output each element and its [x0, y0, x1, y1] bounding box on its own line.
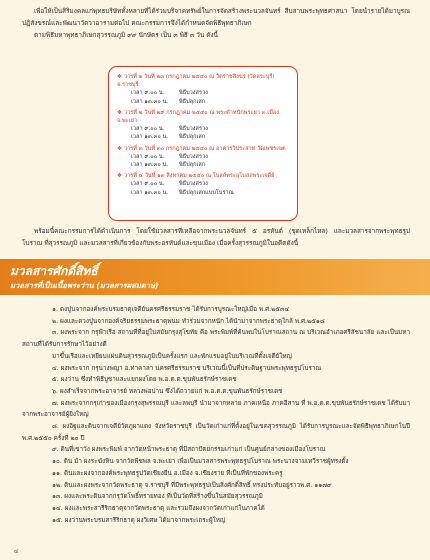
page-number: ๔ [14, 548, 19, 555]
schedule-slot: เวลา ๙.๐๐ น. พิธีบวงสรวง [131, 126, 208, 133]
schedule-day [117, 145, 289, 170]
schedule-slot: เวลา ๑๓.๓๐ น. พิธีปลุกเสก [131, 134, 206, 141]
schedule-day-title: ❖ วารที่ ๔ วันที่ ๑๓ สิงหาคม ๒๕๕๐ ณ โบสถ์พระอุโบสถพระเจดีย์ [117, 173, 275, 180]
intro-paragraph: เพื่อให้เป็นสิริมงคลแก่พุทธบริษัททั้งหลายที่ได้ร่วมบริจาคทรัพย์ในการจัดสร้างพระนวลจันทร์ สืบสานพระพุทธศาสนา โดยนำรายได้มาบูรณปฏิสังขรณ์และพัฒนาวัดวาอารามต่อไป คณะกรรมการจึงได้กำหนดจัดพิธีพุทธาภิเษก [22, 7, 410, 27]
list-item: ๑๓. ผงและพระดินจากกรุวัดโพธิ์ทรายทอง ที่เป็นวัดที่สร้างขึ้นในสมัยสุวรรณภูมิ [52, 493, 263, 501]
list-item: ๔. ผงพระจาก กรุนางพญา อ.ท่าคาลา นครศรีธรรมราช บริเวณนี้เป็นที่ประดิษฐานพระพุทธรูปโบราณ [52, 364, 322, 372]
section-subtitle: มวลสารที่เป็นเนื้อพระว่าน (มวลสารผสมดาษ) [10, 281, 159, 290]
list-item: ๑๔. ผงและพระสารีริกธาตุจากวัดพระธาตุ และรวมถึงผงจากวัดเก่าแก่ในภาคใต้ [52, 504, 265, 512]
outro-paragraph: พร้อมนี้คณะกรรมการได้ดำเนินการ โดยใช้มวลสารที่เหลือจากพระนวลจันทร์ ๕ อรหันต์ (ชุดเหล็กไหล) และมวลสารจากพระพุทธรูปโบราณ ที่สุวรรณภูมิ และมวลสารที่เกี่ยวข้องกับพระอรหันต์และขุนเมือง เมื่อครั้งสุวรรณภูมิในอดีตดังนี้ [22, 227, 410, 247]
bullet-icon: ❖ [117, 74, 123, 80]
ceremony-schedule-box [108, 66, 298, 221]
list-item: ๗. ผงพระจากกรุเก่าของเมืองกรุงสุพรรณบุรี และลพบุรี นำมาจากหลาย ภาคเหนือ ภาคอีสาน ที่ พ.อ.ต.ต.ขุนพันธรักษ์ราชเดช ได้รับมาจากพระอาจารย์ผู้ยิ่งใหญ่ [22, 399, 410, 419]
list-item: ๑๐. ดิน ม้า ผงระฆังหิน จากวัดพืชพล จ.พะเยา เพื่อเป็นมวลสารพระพุทธรูปโบราณ พระนางจามเทวีราชผู้ทรงตั้ง [52, 458, 349, 466]
list-item: ๖. ผงสำเร็จจากพระอาจารย์ หลวงพ่อปาน ซึ่งได้ถวายแก่ พ.อ.ต.ต.ขุนพันธรักษ์ราชเดช [52, 387, 283, 395]
list-item: ๘. ผงอิฐและดินจากเจดีย์วัดภูผาแดง จังหวัดราชบุรี เป็นวัดเก่าแก่ที่ตั้งอยู่ในเขตสุวรรณภูมิ ได้รับการบูรณะและจัดพิธีพุทธาภิเษกในปี พ.ศ.๒๕๕๐ ครั้งที่ ๒๐ ปี [22, 423, 410, 442]
section-title: มวลสารศักดิ์สิทธิ์ [10, 264, 98, 278]
list-item: ๒. ผงและดวงปูนจากองค์จริยธรรมพระธาตุพนม ทำร่วมจากหนัก ได้นำมาจากพระธาตุใกล้ พ.ศ.๒๕๑๘ [52, 317, 325, 325]
material-list [22, 304, 410, 526]
schedule-day [117, 73, 289, 106]
list-item: ๕. ผงว่าน ซึ่งทำพิธีบูชาและแยกผงโดย พ.อ.ต.ต.ขุนพันธรักษ์ราชเดช [52, 376, 237, 384]
bullet-icon: ❖ [117, 173, 123, 180]
list-item: มาขึ้นเรือและเหยียบแผ่นดินสุวรรณภูมิเป็นครั้งแรก และพักแรมอยู่ในบริเวณที่ตั้งเจดีย์ใหญ่ [52, 352, 292, 360]
schedule-slot: เวลา ๑๓.๓๐ น. พิธีปลุกเสก [131, 162, 206, 169]
schedule-slot: เวลา ๙.๐๐ น. พิธีบวงสรวง [131, 153, 208, 160]
schedule-day-title: ❖ วารที่ ๒ วันที่ ๒๙ กรกฎาคม ๒๕๕๐ ณ พระตำหนักพระยา ๓.เมือง จ.พะเยา [117, 109, 279, 125]
intro-paragraph: ตามพิธีมหาพุทธาภิเษกสุวรรณภูมิ ๙๙ นักษัตร เป็น ๓ พิธี ๓ วัน ดังนี้ [34, 30, 218, 39]
intro-text [22, 6, 410, 41]
section-banner [0, 259, 430, 295]
schedule-day [117, 172, 289, 197]
outro-text [22, 226, 410, 249]
schedule-day-title: ❖ วารที่ ๑ วันที่ ๒๓ กรกฎาคม ๒๕๕๐ ณ วัดราชสิงขร (วัดสระบุรี) จ.ราชบุรี [117, 74, 275, 89]
bullet-icon: ❖ [117, 145, 123, 152]
schedule-day-title: ❖ วารที่ ๓ วันที่ ๓๐ กรกฎาคม ๒๕๕๐ ณ อาคารวิประสาท วัดเพชรเขต [117, 145, 286, 152]
bullet-icon: ❖ [117, 109, 123, 116]
list-item: ๑๑. ดินและผงจากองค์พระพุทธรูปวัดเชียงยืน อ.เมือง จ.เชียงราย ที่เป็นที่พักของพระครู [52, 469, 283, 477]
schedule-slot: เวลา ๑๓.๓๐ น. พิธีปลุกเสก [131, 98, 206, 105]
list-item: ๑. ดงปูนจากองค์พระบรมธาตุเจดีย์นครศรีธรรมราช ได้รับการบูรณะใหญ่เมื่อ พ.ศ.๒๕๓๔ [52, 306, 290, 313]
list-item: ๑๕. ผงว่านพระบรมสารีริกธาตุ ผงวิเศษ ได้มาจากพระเถระผู้ใหญ่ [52, 516, 226, 524]
schedule-slot: เวลา ๙.๐๐ น. พิธีบวงสรวง [131, 90, 208, 97]
schedule-slot: เวลา ๑๓.๓๐ น. พิธีปลุกเสกแบบโบราณ [131, 189, 234, 196]
schedule-day [117, 109, 289, 142]
list-item: ๑๒. ดินและผงพระจากวัดพระธาตุ จ.ราชบุรี ที่มีพระพุทธรูปเป็นสิ่งศักดิ์สิทธิ์ ทรงประทับอยู่ราวพ.ศ. ๑๑๗๙ [52, 481, 332, 489]
list-item: ๙. ดินที่เขาวัง ผงพระพิมพ์ จากวัดหน้าพระธาตุ ที่มีสถาปัตยกรรมเก่าแก่ เป็นศูนย์กลางของเมืองโบราณ [52, 446, 326, 454]
schedule-slot: เวลา ๙.๐๐ น. พิธีบวงสรวง [131, 181, 208, 188]
list-item: ๓. ผงพระจาก กรุฟ้าเรือ สถานที่ที่อยู่ในสมัยกรุงสุโขทัย คือ พระพิมพ์ที่ค้นพบในโบราณสถาน ณ บริเวณอำเภอศรีสัชนาลัย และเป็นมหาสถานที่ได้รับการรักษาไว้อย่างดี [22, 329, 410, 349]
